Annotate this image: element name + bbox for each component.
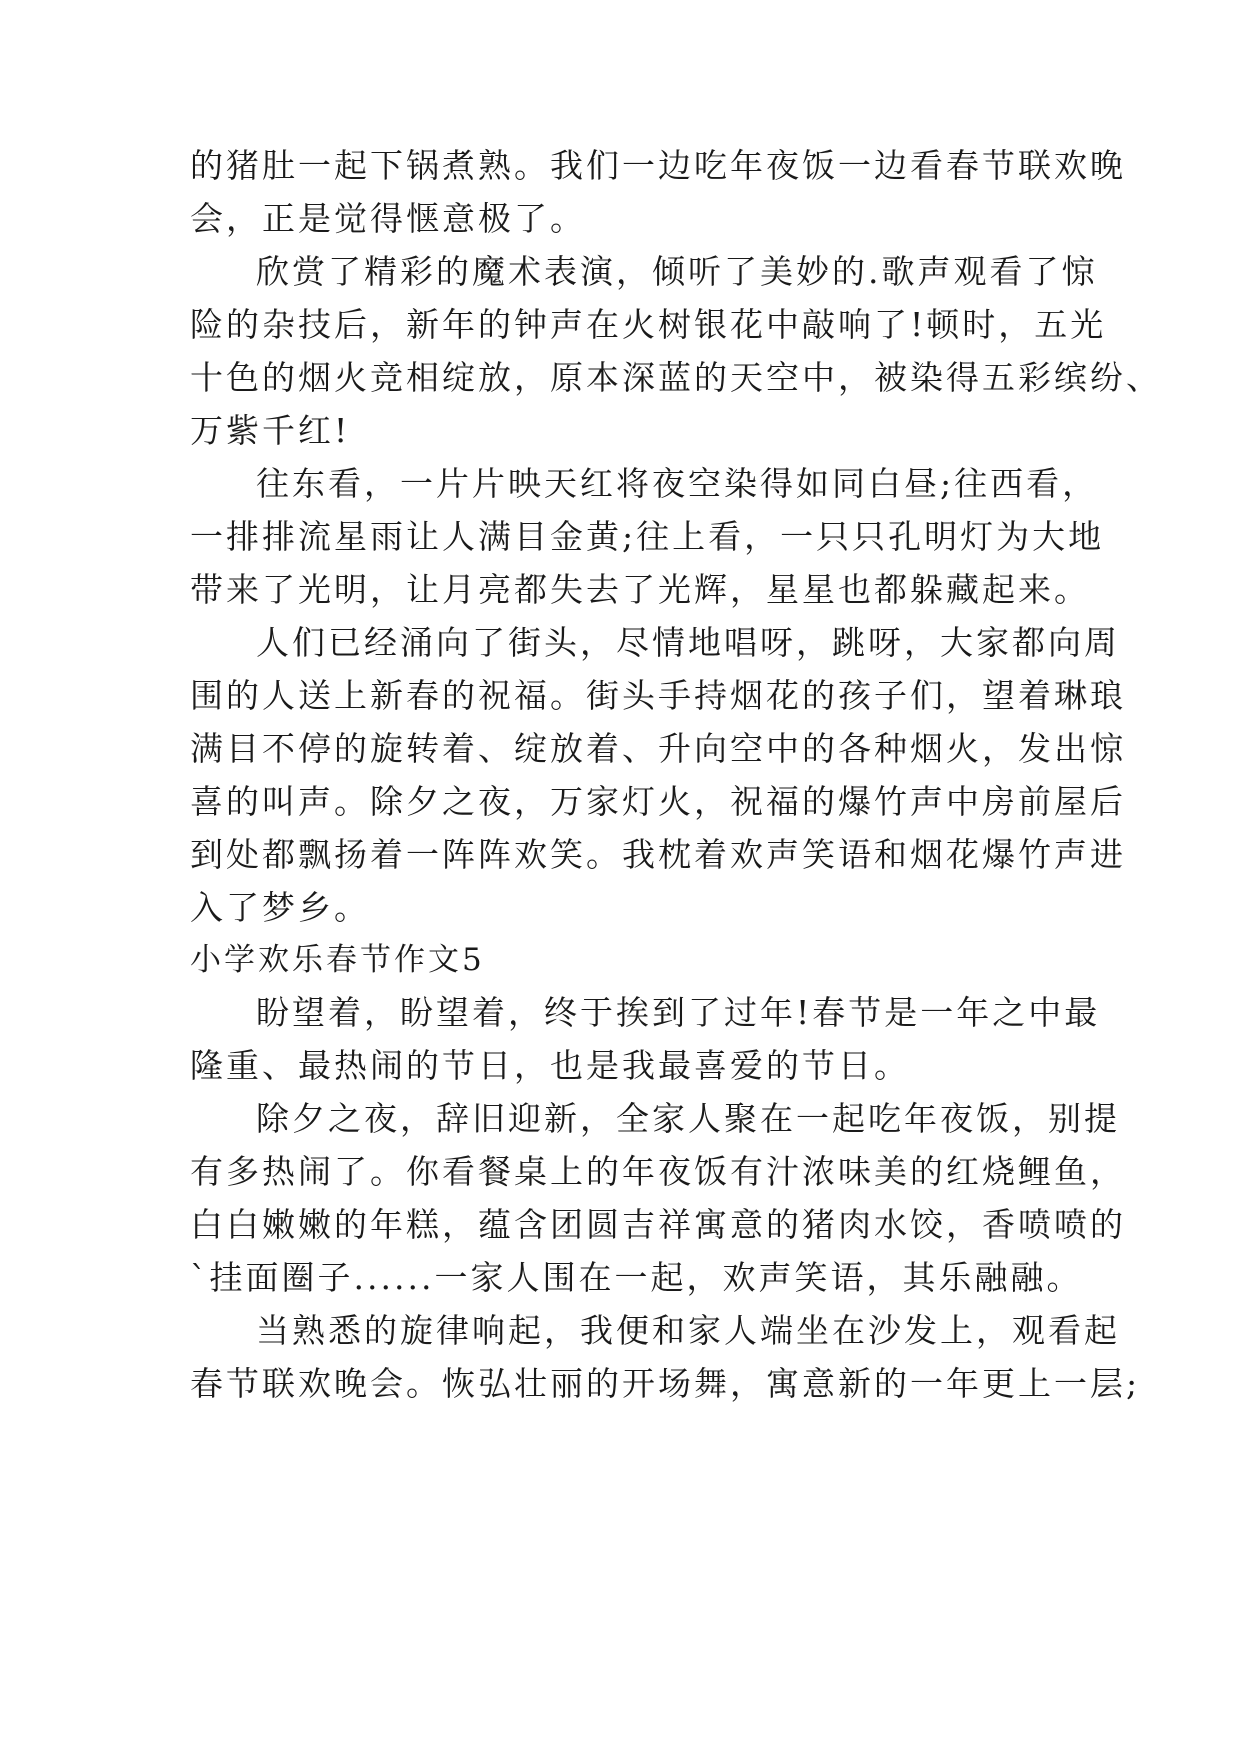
text-line: 喜的叫声。除夕之夜，万家灯火，祝福的爆竹声中房前屋后 (190, 782, 1126, 821)
section-heading: 小学欢乐春节作文5 (190, 942, 485, 978)
text-line: 万紫千红! (190, 411, 351, 450)
text-line: 一排排流星雨让人满目金黄;往上看，一只只孔明灯为大地 (190, 517, 1105, 556)
text-line: 带来了光明，让月亮都失去了光辉，星星也都躲藏起来。 (190, 570, 1090, 609)
paragraph-first-line: 盼望着，盼望着，终于挨到了过年!春节是一年之中最 (256, 993, 1101, 1032)
text-line: `挂面圈子......一家人围在一起，欢声笑语，其乐融融。 (190, 1258, 1083, 1297)
paragraph-first-line: 除夕之夜，辞旧迎新，全家人聚在一起吃年夜饭，别提 (256, 1099, 1120, 1138)
text-line: 围的人送上新春的祝福。街头手持烟花的孩子们，望着琳琅 (190, 676, 1126, 715)
paragraph-first-line: 往东看，一片片映天红将夜空染得如同白昼;往西看， (256, 464, 1099, 503)
text-line: 十色的烟火竞相绽放，原本深蓝的天空中，被染得五彩缤纷、 (190, 358, 1162, 397)
text-line: 有多热闹了。你看餐桌上的年夜饭有汁浓味美的红烧鲤鱼， (190, 1152, 1126, 1191)
text-line: 险的杂技后，新年的钟声在火树银花中敲响了!顿时，五光 (190, 305, 1107, 344)
text-line: 的猪肚一起下锅煮熟。我们一边吃年夜饭一边看春节联欢晚 (190, 146, 1126, 185)
text-line: 会，正是觉得惬意极了。 (190, 199, 586, 238)
text-line: 白白嫩嫩的年糕，蕴含团圆吉祥寓意的猪肉水饺，香喷喷的 (190, 1205, 1126, 1244)
text-line: 入了梦乡。 (190, 888, 370, 927)
text-line: 隆重、最热闹的节日，也是我最喜爱的节日。 (190, 1046, 910, 1085)
text-line: 满目不停的旋转着、绽放着、升向空中的各种烟火，发出惊 (190, 729, 1126, 768)
text-line: 到处都飘扬着一阵阵欢笑。我枕着欢声笑语和烟花爆竹声进 (190, 835, 1126, 874)
text-line: 春节联欢晚会。恢弘壮丽的开场舞，寓意新的一年更上一层; (190, 1364, 1141, 1403)
paragraph-first-line: 欣赏了精彩的魔术表演，倾听了美妙的.歌声观看了惊 (256, 252, 1098, 291)
paragraph-first-line: 当熟悉的旋律响起，我便和家人端坐在沙发上，观看起 (256, 1311, 1120, 1350)
paragraph-first-line: 人们已经涌向了街头，尽情地唱呀，跳呀，大家都向周 (256, 623, 1120, 662)
